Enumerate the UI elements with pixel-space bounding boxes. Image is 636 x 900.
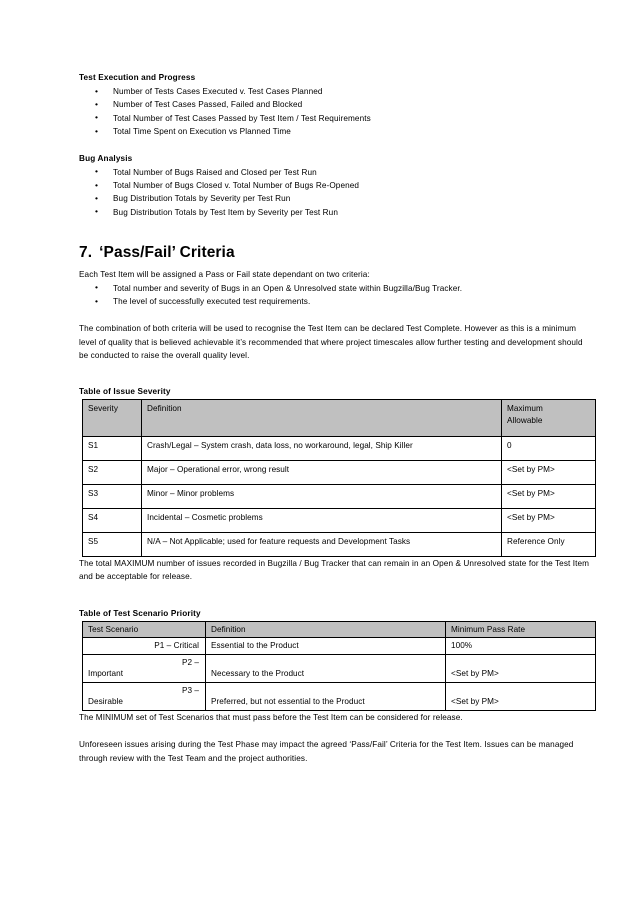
cell-severity: S2 <box>83 461 142 485</box>
spacer <box>79 584 594 608</box>
cell-minimum-pass-rate: 100% <box>446 638 596 655</box>
list-item: • Total Number of Bugs Raised and Closed per Test Run <box>79 166 594 179</box>
document-body <box>79 72 594 765</box>
page-title <box>79 243 594 262</box>
table-scenario-priority <box>82 621 596 711</box>
list-item: • Number of Tests Cases Executed v. Test Cases Planned <box>79 85 594 98</box>
cell-severity: S4 <box>83 509 142 533</box>
column-header-definition: Definition <box>206 621 446 638</box>
column-header-severity: Severity <box>83 400 142 437</box>
spacer <box>79 308 594 322</box>
cell-definition: Incidental – Cosmetic problems <box>142 509 502 533</box>
cell-test-scenario <box>83 654 206 682</box>
table-row <box>83 461 596 485</box>
table-row <box>83 437 596 461</box>
list-item: • Total Time Spent on Execution vs Planned Time <box>79 125 594 138</box>
column-header-minimum-pass-rate: Minimum Pass Rate <box>446 621 596 638</box>
spacer <box>79 219 594 243</box>
section-heading-test-execution: Test Execution and Progress <box>79 73 196 82</box>
scenario-line-1: P3 – <box>181 685 199 695</box>
cell-maximum-allowable: Reference Only <box>502 533 596 557</box>
table-header-row <box>83 621 596 638</box>
spacer <box>79 139 594 153</box>
table-caption-scenario-priority: Table of Test Scenario Priority <box>79 608 201 618</box>
table-caption-issue-severity: Table of Issue Severity <box>79 387 171 397</box>
cell-definition: Crash/Legal – System crash, data loss, no workaround, legal, Ship Killer <box>142 437 502 461</box>
column-header-test-scenario: Test Scenario <box>83 621 206 638</box>
table-row <box>83 638 596 655</box>
spacer <box>79 724 594 738</box>
list-item: • Total number and severity of Bugs in an Open & Unresolved state within Bugzilla/Bug Tracker. <box>79 282 594 295</box>
section-title-text: ‘Pass/Fail’ Criteria <box>99 244 235 262</box>
criteria-intro-paragraph: Each Test Item will be assigned a Pass or Fail state dependant on two criteria: <box>79 270 370 280</box>
cell-definition: Necessary to the Product <box>206 654 446 682</box>
list-item: • Total Number of Bugs Closed v. Total Number of Bugs Re-Opened <box>79 179 594 192</box>
table-header-row <box>83 400 596 437</box>
column-header-definition: Definition <box>142 400 502 437</box>
scenario-line-1: P2 – <box>181 657 199 667</box>
cell-severity: S5 <box>83 533 142 557</box>
list-item: • Number of Test Cases Passed, Failed and Blocked <box>79 98 594 111</box>
table-issue-severity <box>82 399 596 557</box>
header-line-2: Allowable <box>507 415 543 425</box>
cell-maximum-allowable: 0 <box>502 437 596 461</box>
closing-paragraph: Unforeseen issues arising during the Test Phase may impact the agreed ‘Pass/Fail’ Criteria for the Test Item. Issues can be managed through review with the Test Team and the project authorities. <box>79 740 574 763</box>
cell-severity: S1 <box>83 437 142 461</box>
section-heading-bug-analysis: Bug Analysis <box>79 153 133 163</box>
list-item: • Bug Distribution Totals by Severity per Test Run <box>79 192 594 205</box>
criteria-body-paragraph: The combination of both criteria will be used to recognise the Test Item can be declared Test Complete. However as this is a minimum level of quality that is believed achievable it’s recommended that where project timescales allow further testing and development should be conducted to raise the overall quality level. <box>79 324 583 360</box>
table-footnote-scenario-priority: The MINIMUM set of Test Scenarios that must pass before the Test Item can be considered for release. <box>79 712 463 722</box>
bullet-list-bug-analysis <box>79 166 594 220</box>
scenario-line-2: Important <box>88 669 124 679</box>
list-item: • Total Number of Test Cases Passed by Test Item / Test Requirements <box>79 112 594 125</box>
cell-test-scenario <box>83 638 206 655</box>
cell-minimum-pass-rate: <Set by PM> <box>446 654 596 682</box>
header-line-1: Maximum <box>507 404 543 414</box>
cell-minimum-pass-rate: <Set by PM> <box>446 682 596 710</box>
cell-severity: S3 <box>83 485 142 509</box>
list-item: • The level of successfully executed test requirements. <box>79 295 594 308</box>
table-body <box>83 638 596 711</box>
section-number: 7. <box>79 244 93 262</box>
scenario-line-1: P1 – Critical <box>154 641 199 651</box>
cell-definition: N/A – Not Applicable; used for feature requests and Development Tasks <box>142 533 502 557</box>
cell-maximum-allowable: <Set by PM> <box>502 509 596 533</box>
column-header-maximum-allowable <box>502 400 596 437</box>
cell-definition: Essential to the Product <box>206 638 446 655</box>
table-row <box>83 682 596 710</box>
cell-definition: Major – Operational error, wrong result <box>142 461 502 485</box>
section-test-execution-and-progress <box>79 72 594 139</box>
table-row <box>83 400 596 437</box>
table-body <box>83 437 596 557</box>
spacer <box>79 362 594 386</box>
list-item: • Bug Distribution Totals by Test Item by Severity per Test Run <box>79 206 594 219</box>
cell-maximum-allowable: <Set by PM> <box>502 485 596 509</box>
table-row <box>83 509 596 533</box>
cell-test-scenario <box>83 682 206 710</box>
table-row <box>83 654 596 682</box>
scenario-line-2: Desirable <box>88 697 124 707</box>
table-row <box>83 621 596 638</box>
table-footnote-issue-severity: The total MAXIMUM number of issues recorded in Bugzilla / Bug Tracker that can remain in an Open & Unresolved state for the Test Item and be acceptable for release. <box>79 559 590 582</box>
table-row <box>83 485 596 509</box>
section-bug-analysis <box>79 153 594 220</box>
cell-definition: Minor – Minor problems <box>142 485 502 509</box>
bullet-list-criteria <box>79 282 594 309</box>
cell-definition: Preferred, but not essential to the Product <box>206 682 446 710</box>
bullet-list-test-execution <box>79 85 594 139</box>
cell-maximum-allowable: <Set by PM> <box>502 461 596 485</box>
table-row <box>83 533 596 557</box>
